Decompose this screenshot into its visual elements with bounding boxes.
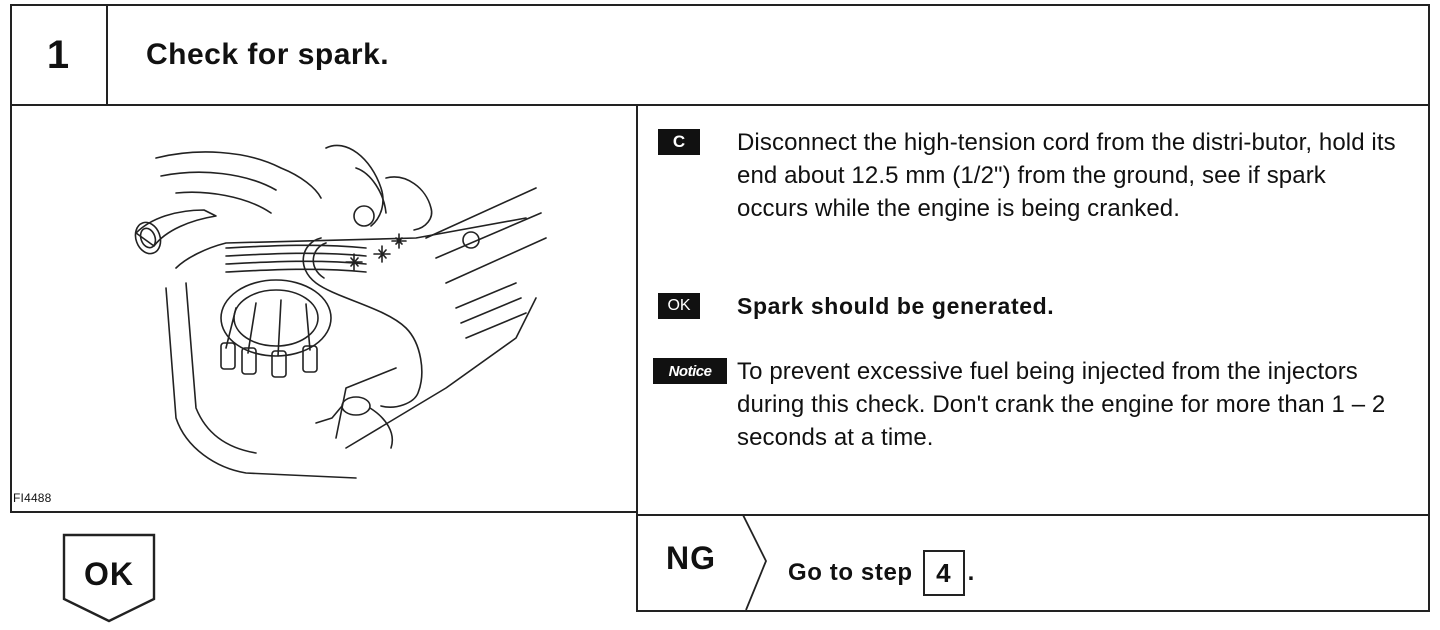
header-divider [10, 104, 1430, 106]
goto-step-number[interactable]: 4 [923, 550, 965, 596]
figure-id: FI4488 [13, 491, 52, 505]
step-title: Check for spark. [146, 38, 390, 71]
ok-result-label: OK [84, 556, 134, 592]
step-number: 1 [46, 32, 70, 77]
check-instruction: Disconnect the high-tension cord from the distri-butor, hold its end about 12.5 mm (1/2") from the ground, see if spark occurs while the engine is being cranked. [737, 129, 1396, 222]
engine-spark-test-illustration [96, 118, 556, 498]
notice-text: To prevent excessive fuel being injected from the injectors during this check. Don't crank the engine for more than 1 – 2 seconds at a time. [737, 358, 1386, 451]
figure-bottom-line [10, 511, 637, 513]
goto-suffix: . [967, 559, 975, 586]
frame-top [10, 4, 1430, 6]
column-divider [636, 104, 638, 612]
notice-tag: Notice [653, 358, 727, 384]
c-tag: C [658, 129, 700, 155]
step-number-divider [106, 4, 108, 104]
ok-tag: OK [658, 293, 700, 319]
ng-label: NG [666, 540, 716, 576]
ok-criterion: Spark should be generated. [737, 293, 1055, 319]
goto-step [788, 550, 975, 596]
frame-right [1428, 4, 1430, 612]
goto-text: Go to step [788, 559, 913, 586]
chevron-right-icon [740, 515, 770, 611]
